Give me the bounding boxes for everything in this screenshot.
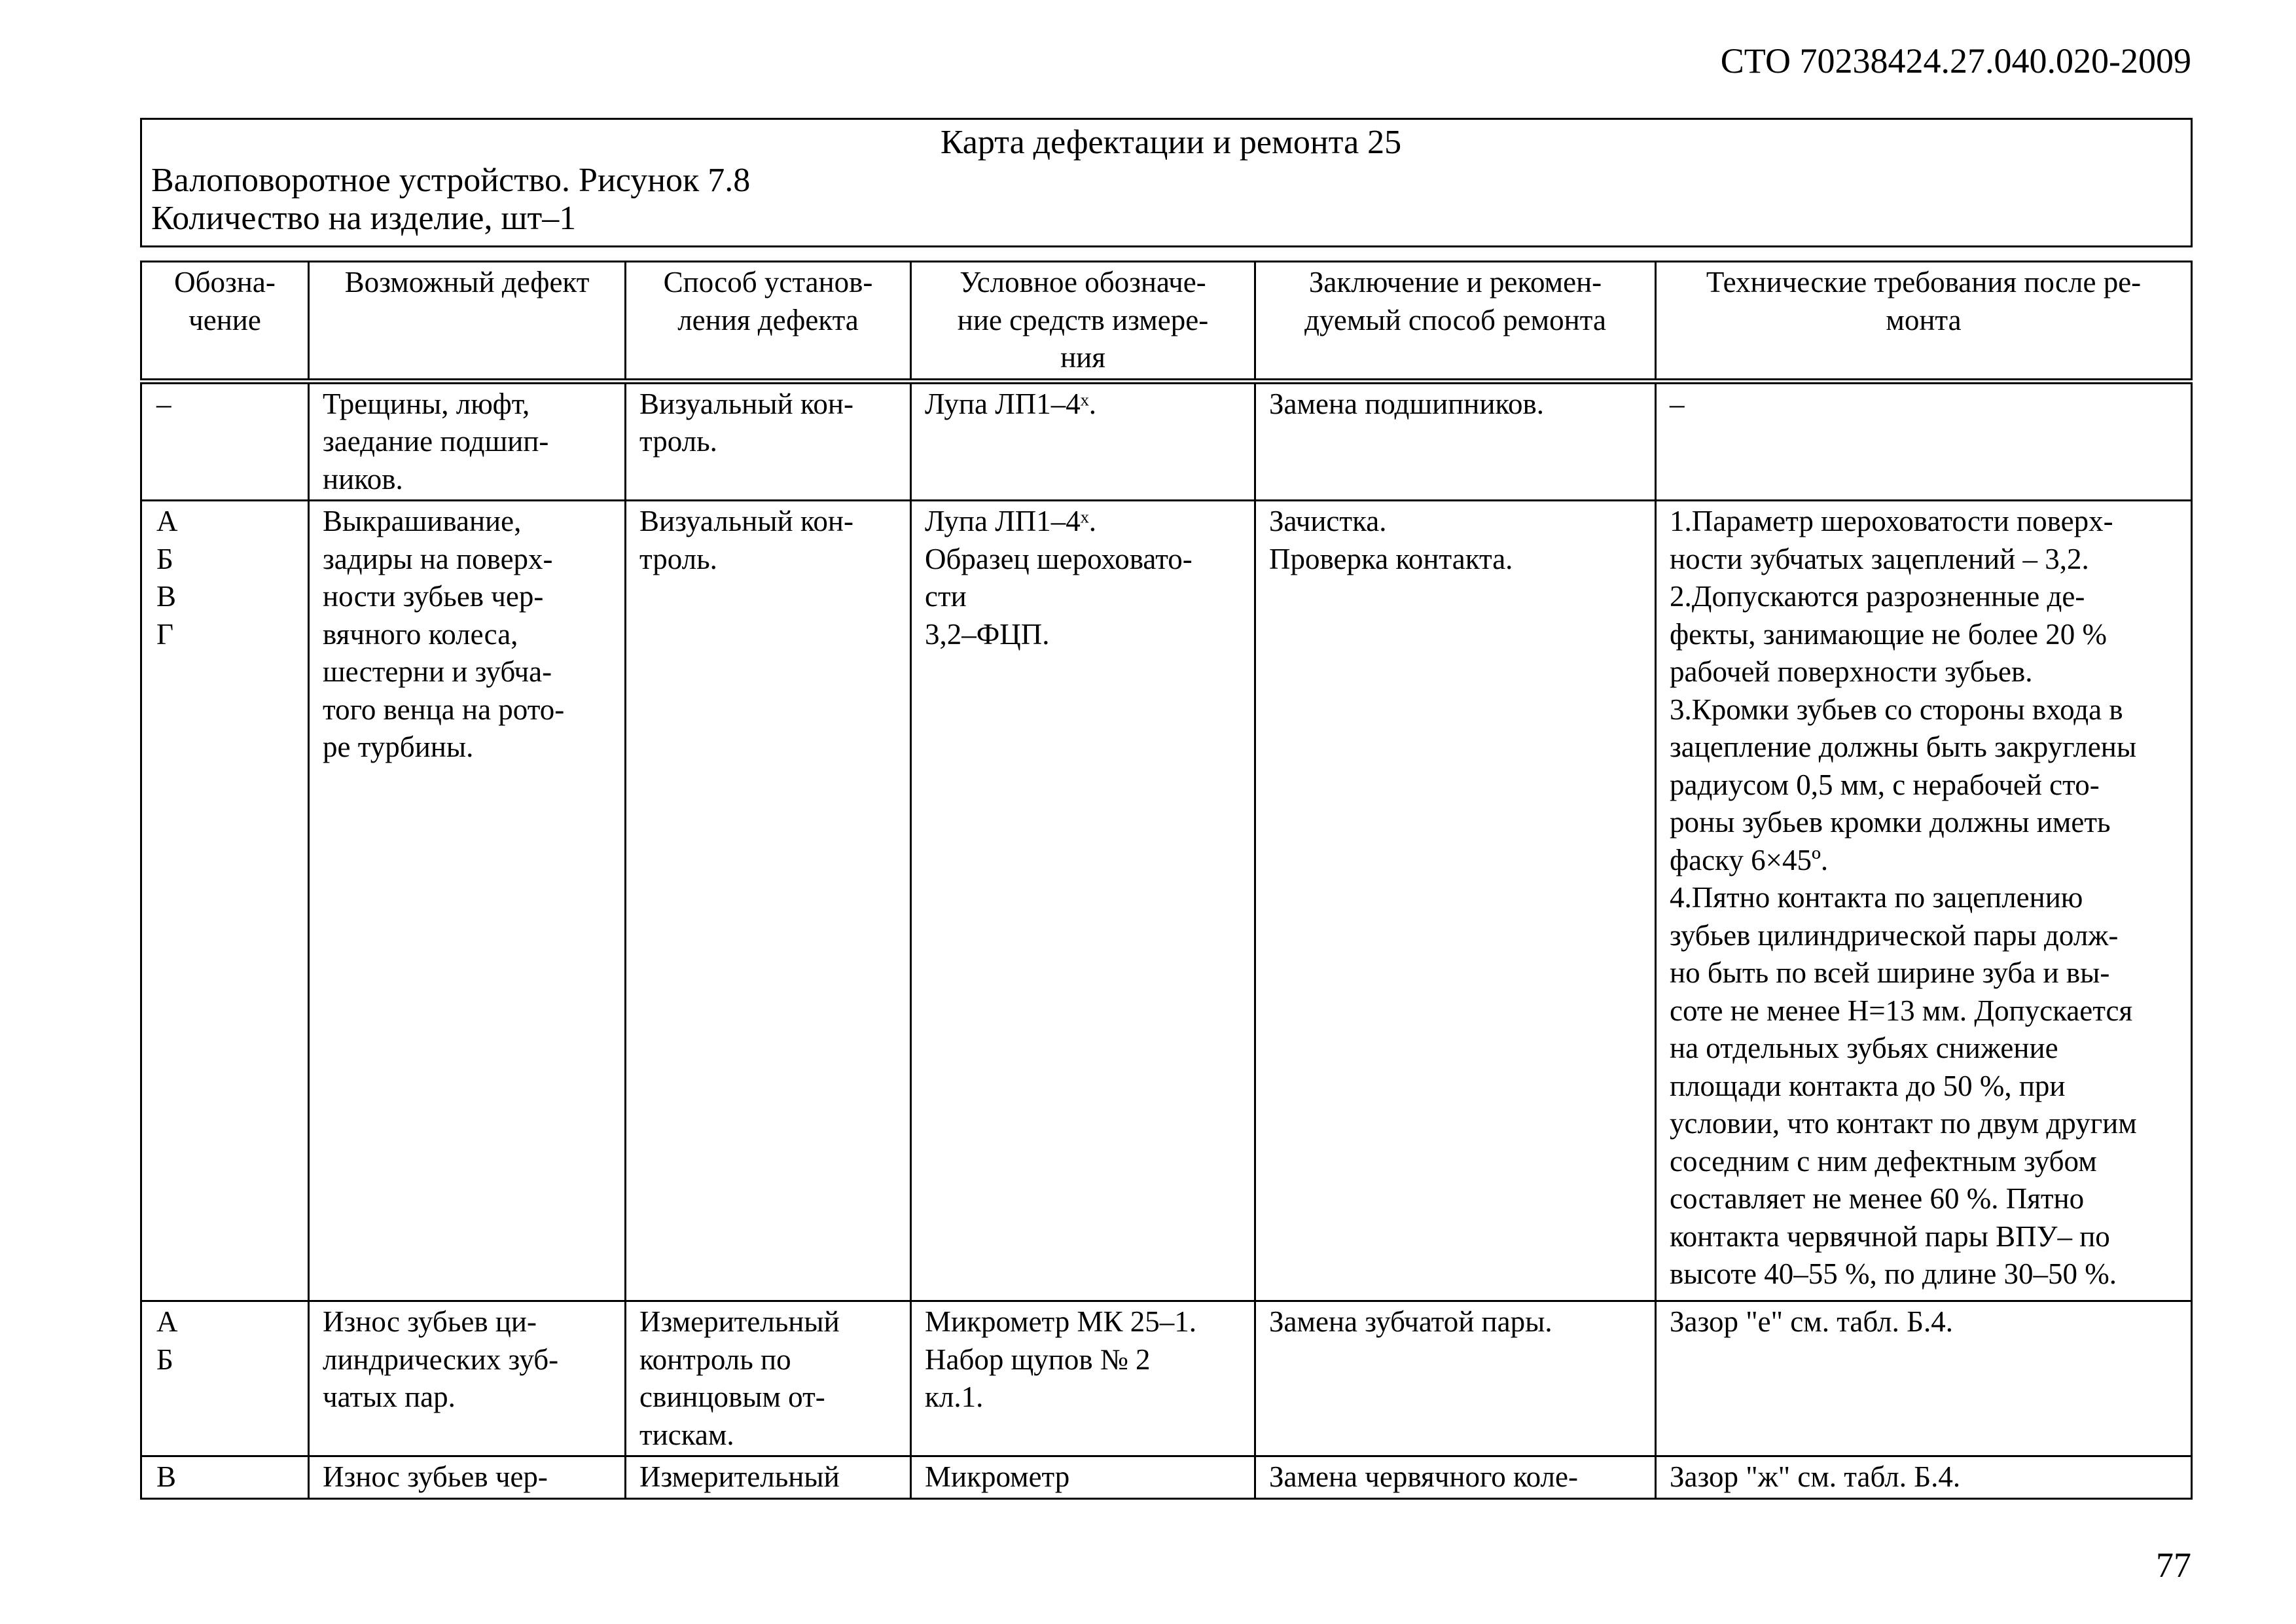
cell-technical-requirements: Зазор "е" см. табл. Б.4. (1656, 1301, 2192, 1456)
cell-designation: – (141, 381, 309, 501)
cell-conclusion: Замена зубчатой пары. (1255, 1301, 1656, 1456)
table-row (141, 1301, 2192, 1456)
defect-table (140, 261, 2193, 1500)
header-designation: Обозна- чение (141, 262, 309, 382)
cell-detection-method: Визуальный кон- троль. (626, 381, 911, 501)
card-title: Карта дефектации и ремонта 25 (940, 124, 1402, 161)
header-technical-requirements: Технические требования после ре- монта (1656, 262, 2192, 382)
cell-measuring-tools: Лупа ЛП1–4ˣ. Образец шероховато- сти 3,2–ФЦП. (911, 501, 1255, 1301)
cell-designation: А Б В Г (141, 501, 309, 1301)
cell-conclusion: Замена червячного коле- (1255, 1456, 1656, 1499)
cell-measuring-tools: Микрометр (911, 1456, 1255, 1499)
page-number: 77 (2156, 1545, 2191, 1585)
cell-technical-requirements: – (1656, 381, 2192, 501)
cell-defect: Износ зубьев ци- линдрических зуб- чатых пар. (309, 1301, 626, 1456)
cell-conclusion: Зачистка. Проверка контакта. (1255, 501, 1656, 1301)
cell-measuring-tools: Микрометр МК 25–1. Набор щупов № 2 кл.1. (911, 1301, 1255, 1456)
card-subtitle: Валоповоротное устройство. Рисунок 7.8 (151, 162, 751, 199)
table-header-row (141, 262, 2192, 382)
card-quantity: Количество на изделие, шт–1 (151, 200, 577, 237)
cell-defect: Выкрашивание, задиры на поверх- ности зубьев чер- вячного колеса, шестерни и зубча- того венца на рото- ре турбины. (309, 501, 626, 1301)
title-box (140, 118, 2193, 247)
table-row (141, 1456, 2192, 1499)
cell-designation: В (141, 1456, 309, 1499)
cell-conclusion: Замена подшипников. (1255, 381, 1656, 501)
cell-defect: Трещины, люфт, заедание подшип- ников. (309, 381, 626, 501)
header-measuring-tools: Условное обозначе- ние средств измере- ния (911, 262, 1255, 382)
cell-defect: Износ зубьев чер- (309, 1456, 626, 1499)
cell-measuring-tools: Лупа ЛП1–4ˣ. (911, 381, 1255, 501)
table-row (141, 501, 2192, 1301)
header-detection-method: Способ установ- ления дефекта (626, 262, 911, 382)
header-defect: Возможный дефект (309, 262, 626, 382)
cell-technical-requirements: 1.Параметр шероховатости поверх- ности зубчатых зацеплений – 3,2. 2.Допускаются разрозненные де- фекты, занимающие не более 20 % рабочей поверхности зубьев. 3.Кромки зубьев со стороны входа в зацепление должны быть закруглены радиусом 0,5 мм, с нерабочей сто- роны зубьев кромки должны иметь фаску 6×45º. 4.Пятно контакта по зацеплению зубьев цилиндрической пары долж- но быть по всей ширине зуба и вы- соте не менее Н=13 мм. Допускается на отдельных зубьях снижение площади контакта до 50 %, при условии, что контакт по двум другим соседним с ним дефектным зубом составляет не менее 60 %. Пятно контакта червячной пары ВПУ– по высоте 40–55 %, по длине 30–50 %. (1656, 501, 2192, 1301)
cell-detection-method: Измерительный (626, 1456, 911, 1499)
cell-designation: А Б (141, 1301, 309, 1456)
cell-detection-method: Измерительный контроль по свинцовым от- тискам. (626, 1301, 911, 1456)
document-code: СТО 70238424.27.040.020-2009 (1720, 41, 2191, 81)
cell-technical-requirements: Зазор "ж" см. табл. Б.4. (1656, 1456, 2192, 1499)
table-row (141, 381, 2192, 501)
cell-detection-method: Визуальный кон- троль. (626, 501, 911, 1301)
header-conclusion: Заключение и рекомен- дуемый способ ремонта (1255, 262, 1656, 382)
